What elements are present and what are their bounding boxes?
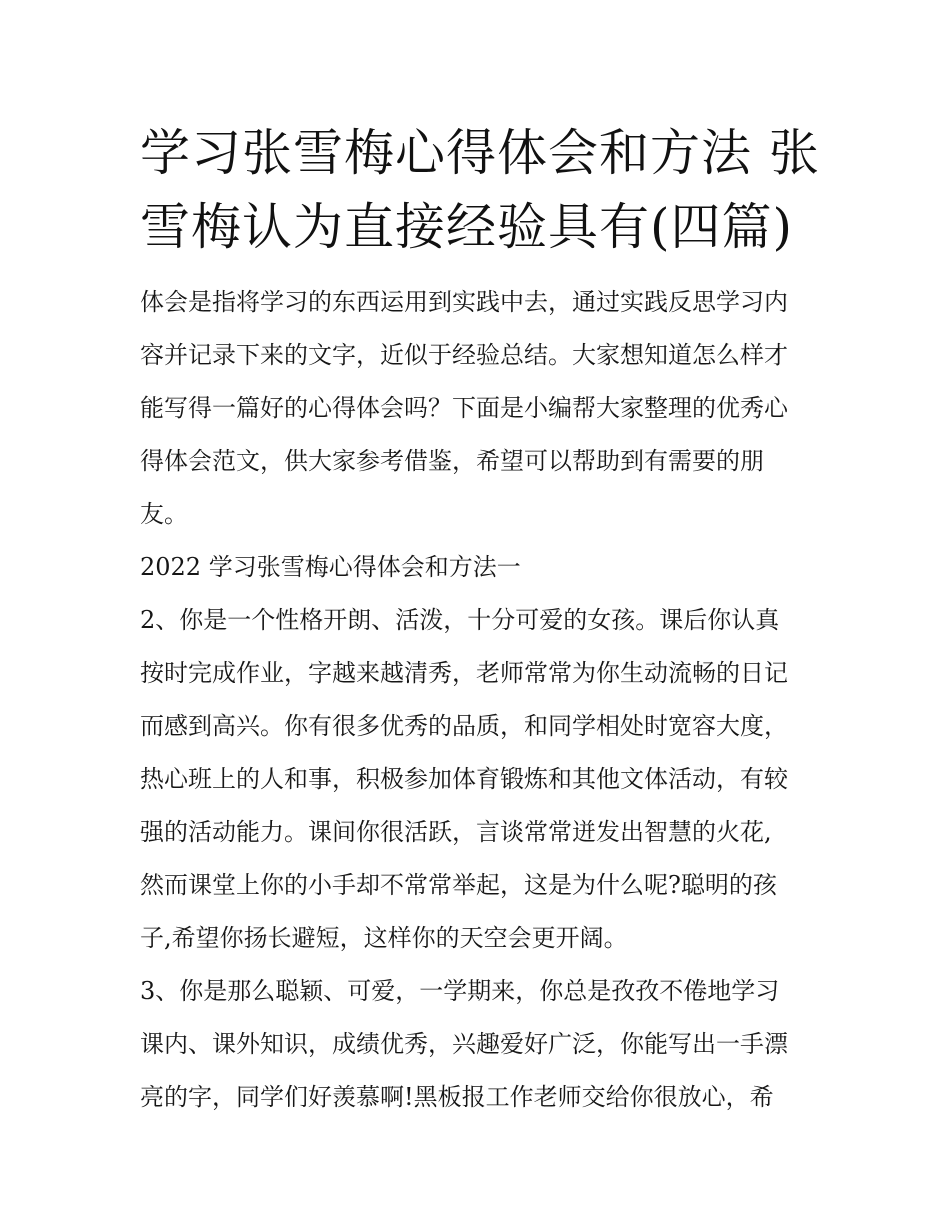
title-line: 雪梅认为直接经验具有(四篇) [140, 198, 794, 256]
body-line: 2、你是一个性格开朗、活泼，十分可爱的女孩。课后你认真 [140, 606, 780, 634]
section-heading: 2022 学习张雪梅心得体会和方法一 [140, 553, 521, 581]
body-line: 亮的字，同学们好羡慕啊!黑板报工作老师交给你很放心，希 [140, 1083, 774, 1111]
body-line: 而感到高兴。你有很多优秀的品质，和同学相处时宽容大度， [140, 712, 788, 740]
title-line: 学习张雪梅心得体会和方法 张 [140, 124, 820, 182]
body-line: 友。 [140, 500, 188, 528]
body-line: 能写得一篇好的心得体会吗？下面是小编帮大家整理的优秀心 [140, 394, 788, 422]
body-line: 按时完成作业，字越来越清秀，老师常常为你生动流畅的日记 [140, 659, 788, 687]
body-line: 然而课堂上你的小手却不常常举起，这是为什么呢?聪明的孩 [140, 871, 777, 899]
document-body [140, 276, 820, 1124]
body-line: 体会是指将学习的东西运用到实践中去，通过实践反思学习内 [140, 288, 788, 316]
document-title [140, 116, 820, 264]
body-line: 子,希望你扬长避短，这样你的天空会更开阔。 [140, 924, 628, 952]
body-line: 强的活动能力。课间你很活跃，言谈常常迸发出智慧的火花, [140, 818, 772, 846]
body-line: 容并记录下来的文字，近似于经验总结。大家想知道怎么样才 [140, 341, 788, 369]
body-line: 热心班上的人和事，积极参加体育锻炼和其他文体活动，有较 [140, 765, 788, 793]
body-line: 课内、课外知识，成绩优秀，兴趣爱好广泛，你能写出一手漂 [140, 1030, 788, 1058]
body-line: 得体会范文，供大家参考借鉴，希望可以帮助到有需要的朋 [140, 447, 764, 475]
body-line: 3、你是那么聪颖、可爱，一学期来，你总是孜孜不倦地学习 [140, 977, 780, 1005]
